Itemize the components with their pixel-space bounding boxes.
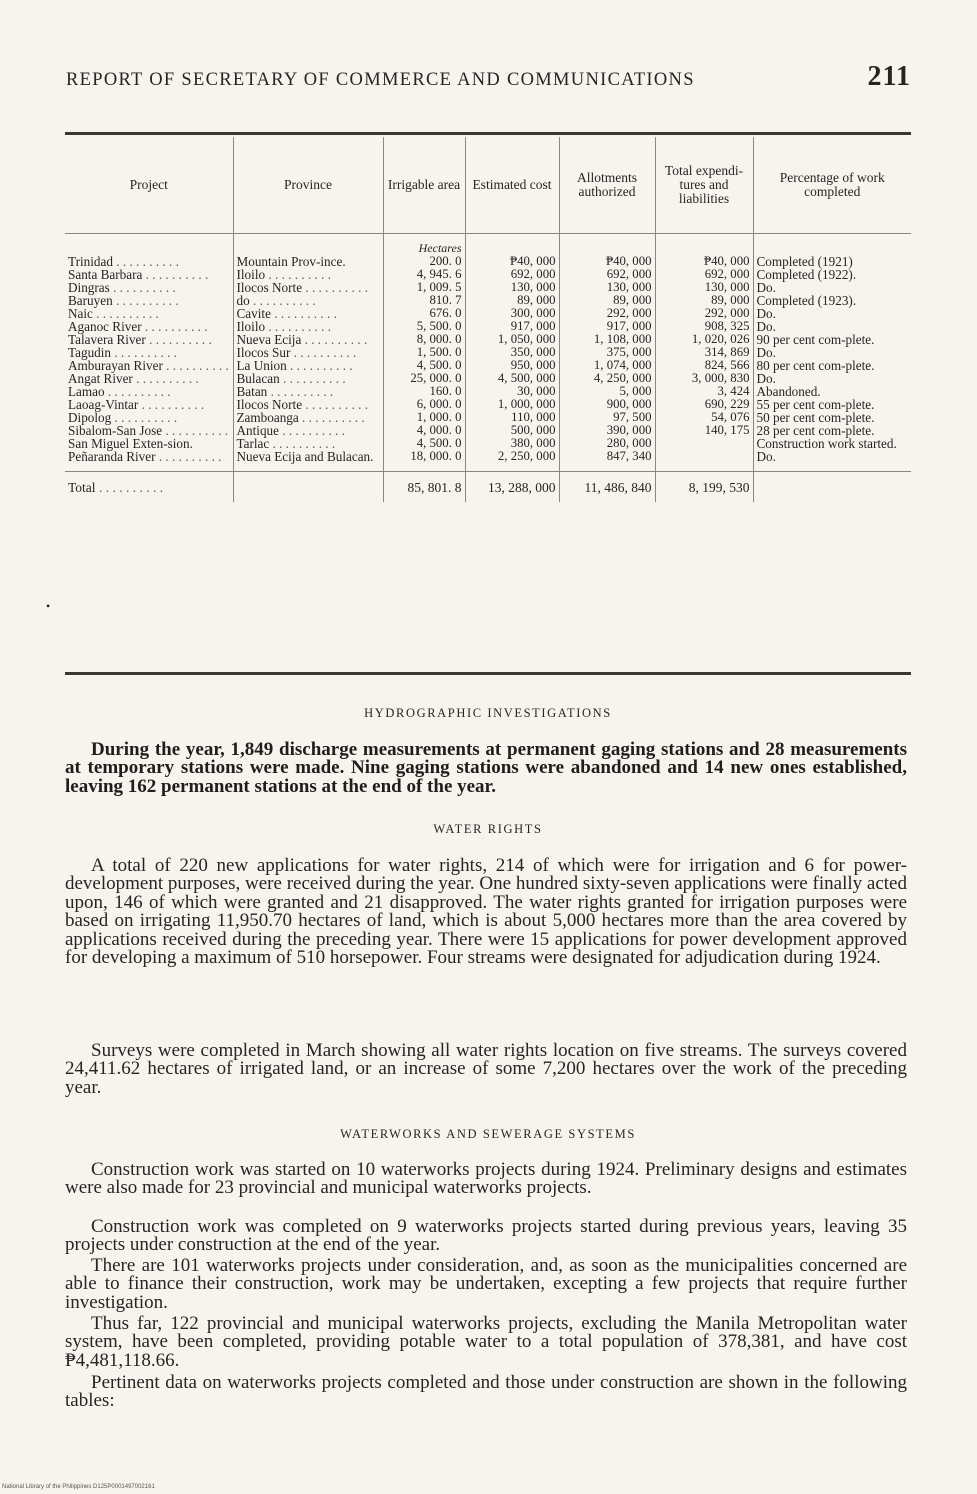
cell-project: Lamao . . . (65, 385, 233, 398)
cell-allotments: 4, 250, 000 (559, 372, 655, 385)
cell-cost: 4, 500, 000 (465, 372, 559, 385)
cell-cost: 1, 050, 000 (465, 333, 559, 346)
cell-percentage: Completed (1921) (753, 255, 911, 268)
total-label: Total . . . (65, 472, 233, 503)
cell-cost: 1, 000, 000 (465, 398, 559, 411)
cell-percentage: Completed (1923). (753, 294, 911, 307)
area-unit-label: Hectares (383, 242, 465, 255)
cell-area: 200. 0 (383, 255, 465, 268)
cell-project: Peñaranda River . . . (65, 450, 233, 463)
cell-province: Mountain Prov-ince. (233, 255, 383, 268)
table-spacer-row (65, 463, 911, 472)
paragraph-waterworks-4: Thus far, 122 provincial and municipal waterworks projects, excluding the Manila Metropolitan water system, have been completed, providing potable water to a total population of 378,381, and have cost ₱4,481,118.66. (65, 1313, 907, 1371)
cell-province: La Union . . . (233, 359, 383, 372)
section-title-hydrographic: HYDROGRAPHIC INVESTIGATIONS (364, 706, 612, 720)
cell-percentage: Do. (753, 307, 911, 320)
cell-allotments: 1, 074, 000 (559, 359, 655, 372)
paragraph-waterworks-2: Construction work was completed on 9 waterworks projects started during previous years, leaving 35 projects under construction at the end of the year. (65, 1216, 907, 1256)
irrigation-projects-table (65, 137, 911, 502)
cell-percentage: Do. (753, 450, 911, 463)
cell-project: Amburayan River . . . (65, 359, 233, 372)
cell-area: 4, 500. 0 (383, 437, 465, 450)
table-row (65, 333, 911, 346)
cell-project: Aganoc River . . . (65, 320, 233, 333)
table-body (65, 234, 911, 472)
cell-project: Dipolog . . . (65, 411, 233, 424)
cell-project: Talavera River . . . (65, 333, 233, 346)
header-percentage: Percentage of work completed (753, 137, 911, 234)
cell-area: 4, 945. 6 (383, 268, 465, 281)
cell-percentage: Do. (753, 281, 911, 294)
cell-percentage: Do. (753, 320, 911, 333)
paragraph-waterworks-5: Pertinent data on waterworks projects completed and those under construction are shown in the following tables: (65, 1372, 907, 1412)
cell-percentage: Completed (1922). (753, 268, 911, 281)
cell-expenditures: 824, 566 (655, 359, 753, 372)
cell-expenditures: 292, 000 (655, 307, 753, 320)
cell-expenditures: 130, 000 (655, 281, 753, 294)
total-expenditures: 8, 199, 530 (655, 472, 753, 503)
cell-project: Tagudin . . . (65, 346, 233, 359)
cell-cost: 2, 250, 000 (465, 450, 559, 463)
cell-percentage: 90 per cent com-plete. (753, 333, 911, 346)
cell-cost: 350, 000 (465, 346, 559, 359)
cell-cost: 30, 000 (465, 385, 559, 398)
paragraph-waterworks-1: Construction work was started on 10 waterworks projects during 1924. Preliminary designs and estimates were also made for 23 provincial and municipal waterworks projects. (65, 1159, 907, 1199)
cell-cost: 300, 000 (465, 307, 559, 320)
cell-allotments: 375, 000 (559, 346, 655, 359)
total-allotments: 11, 486, 840 (559, 472, 655, 503)
table-row (65, 450, 911, 463)
cell-cost: 89, 000 (465, 294, 559, 307)
header-province: Province (233, 137, 383, 234)
cell-expenditures (655, 450, 753, 463)
cell-expenditures: 3, 424 (655, 385, 753, 398)
cell-percentage: Construction work started. (753, 437, 911, 450)
total-percentage-blank (753, 472, 911, 503)
cell-area: 160. 0 (383, 385, 465, 398)
cell-province: Nueva Ecija and Bulacan. (233, 450, 383, 463)
table-row (65, 294, 911, 307)
cell-allotments: 847, 340 (559, 450, 655, 463)
cell-allotments: 130, 000 (559, 281, 655, 294)
table-bottom-rule (65, 672, 911, 675)
cell-cost: 380, 000 (465, 437, 559, 450)
cell-percentage: 28 per cent com-plete. (753, 424, 911, 437)
cell-expenditures: 54, 076 (655, 411, 753, 424)
cell-allotments: 89, 000 (559, 294, 655, 307)
cell-province: Bulacan . . . (233, 372, 383, 385)
cell-project: Dingras . . . (65, 281, 233, 294)
cell-expenditures: 692, 000 (655, 268, 753, 281)
table-header-row (65, 137, 911, 234)
cell-province: Iloilo . . . (233, 268, 383, 281)
cell-cost: 130, 000 (465, 281, 559, 294)
cell-cost: 917, 000 (465, 320, 559, 333)
table-spacer-row (65, 234, 911, 243)
cell-percentage: 55 per cent com-plete. (753, 398, 911, 411)
cell-allotments: 1, 108, 000 (559, 333, 655, 346)
cell-expenditures: 908, 325 (655, 320, 753, 333)
cell-expenditures: 690, 229 (655, 398, 753, 411)
total-row (65, 472, 911, 503)
header-allotments: Allotments authorized (559, 137, 655, 234)
cell-area: 810. 7 (383, 294, 465, 307)
cell-area: 1, 009. 5 (383, 281, 465, 294)
cell-expenditures: 140, 175 (655, 424, 753, 437)
cell-area: 676. 0 (383, 307, 465, 320)
cell-project: Baruyen . . . (65, 294, 233, 307)
cell-cost: ₱40, 000 (465, 255, 559, 268)
header-irrigable-area: Irrigable area (383, 137, 465, 234)
cell-area: 18, 000. 0 (383, 450, 465, 463)
section-title-waterworks: WATERWORKS AND SEWERAGE SYSTEMS (340, 1127, 636, 1141)
cell-allotments: 900, 000 (559, 398, 655, 411)
cell-area: 1, 000. 0 (383, 411, 465, 424)
header-estimated-cost: Estimated cost (465, 137, 559, 234)
library-footer: National Library of the Philippines D125P0001497002161 (2, 1484, 155, 1490)
cell-province: do . . . (233, 294, 383, 307)
total-cost: 13, 288, 000 (465, 472, 559, 503)
cell-province: Batan . . . (233, 385, 383, 398)
cell-project: Angat River . . . (65, 372, 233, 385)
header-project: Project (65, 137, 233, 234)
cell-province: Tarlac . . . (233, 437, 383, 450)
cell-province: Zamboanga . . . (233, 411, 383, 424)
cell-expenditures: ₱40, 000 (655, 255, 753, 268)
paragraph-hydrographic: During the year, 1,849 discharge measurements at permanent gaging stations and 28 measurements at temporary stations were made. Nine gaging stations were abandoned and 14 new ones established, leaving 162 permanent stations at the end of the year. (65, 739, 907, 797)
cell-percentage: 50 per cent com-plete. (753, 411, 911, 424)
cell-cost: 110, 000 (465, 411, 559, 424)
cell-allotments: 917, 000 (559, 320, 655, 333)
cell-area: 1, 500. 0 (383, 346, 465, 359)
cell-cost: 950, 000 (465, 359, 559, 372)
cell-province: Nueva Ecija . . . (233, 333, 383, 346)
cell-expenditures: 314, 869 (655, 346, 753, 359)
cell-province: Ilocos Sur . . . (233, 346, 383, 359)
margin-mark: • (46, 599, 51, 613)
cell-percentage: 80 per cent com-plete. (753, 359, 911, 372)
cell-area: 8, 000. 0 (383, 333, 465, 346)
cell-project: Naic . . . (65, 307, 233, 320)
cell-percentage: Do. (753, 372, 911, 385)
paragraph-water-rights-1: A total of 220 new applications for water rights, 214 of which were for irrigation and 6 for power-development purposes, were received during the year. One hundred sixty-seven applications were finally acted upon, 146 of which were granted and 21 disapproved. The water rights granted for irrigation purposes were based on irrigating 11,950.70 hectares of land, which is about 5,000 hectares more than the area covered by applications received during the preceding year. There were 15 applications for power development approved for developing a maximum of 510 horsepower. Four streams were designated for adjudication during 1924. (65, 855, 907, 969)
cell-area: 25, 000. 0 (383, 372, 465, 385)
table-total (65, 472, 911, 503)
table-top-rule (65, 132, 911, 135)
cell-allotments: 5, 000 (559, 385, 655, 398)
cell-expenditures: 89, 000 (655, 294, 753, 307)
cell-province: Cavite . . . (233, 307, 383, 320)
section-title-water-rights: WATER RIGHTS (433, 822, 543, 836)
cell-project: Santa Barbara . . . (65, 268, 233, 281)
cell-province: Ilocos Norte . . . (233, 398, 383, 411)
header-expenditures: Total expendi-tures and liabilities (655, 137, 753, 234)
cell-province: Ilocos Norte . . . (233, 281, 383, 294)
cell-allotments: ₱40, 000 (559, 255, 655, 268)
paragraph-waterworks-3: There are 101 waterworks projects under consideration, and, as soon as the municipalities concerned are able to finance their construction, work may be undertaken, excepting a few projects that require further investigation. (65, 1255, 907, 1313)
cell-percentage: Do. (753, 346, 911, 359)
cell-allotments: 280, 000 (559, 437, 655, 450)
cell-area: 6, 000. 0 (383, 398, 465, 411)
cell-project: San Miguel Exten-sion. (68, 436, 193, 451)
cell-allotments: 292, 000 (559, 307, 655, 320)
cell-allotments: 390, 000 (559, 424, 655, 437)
cell-expenditures: 1, 020, 026 (655, 333, 753, 346)
cell-project: Sibalom-San Jose . . . (65, 424, 233, 437)
cell-area: 4, 000. 0 (383, 424, 465, 437)
total-province-blank (233, 472, 383, 503)
cell-province: Iloilo . . . (233, 320, 383, 333)
paragraph-water-rights-2: Surveys were completed in March showing all water rights location on five streams. The surveys covered 24,411.62 hectares of irrigated land, or an increase of some 7,200 hectares over the work of the preceding year. (65, 1040, 907, 1098)
cell-expenditures (655, 437, 753, 450)
cell-area: 5, 500. 0 (383, 320, 465, 333)
cell-province: Antique . . . (233, 424, 383, 437)
running-head (66, 61, 911, 92)
cell-allotments: 97, 500 (559, 411, 655, 424)
cell-allotments: 692, 000 (559, 268, 655, 281)
cell-expenditures: 3, 000, 830 (655, 372, 753, 385)
table-row (65, 268, 911, 281)
page-number: 211 (867, 61, 911, 92)
cell-cost: 500, 000 (465, 424, 559, 437)
cell-percentage: Abandoned. (753, 385, 911, 398)
cell-area: 4, 500. 0 (383, 359, 465, 372)
total-area: 85, 801. 8 (383, 472, 465, 503)
running-head-title: REPORT OF SECRETARY OF COMMERCE AND COMMUNICATIONS (66, 70, 695, 90)
cell-cost: 692, 000 (465, 268, 559, 281)
cell-project: Trinidad . . . (65, 255, 233, 268)
cell-project: Laoag-Vintar . . . (65, 398, 233, 411)
